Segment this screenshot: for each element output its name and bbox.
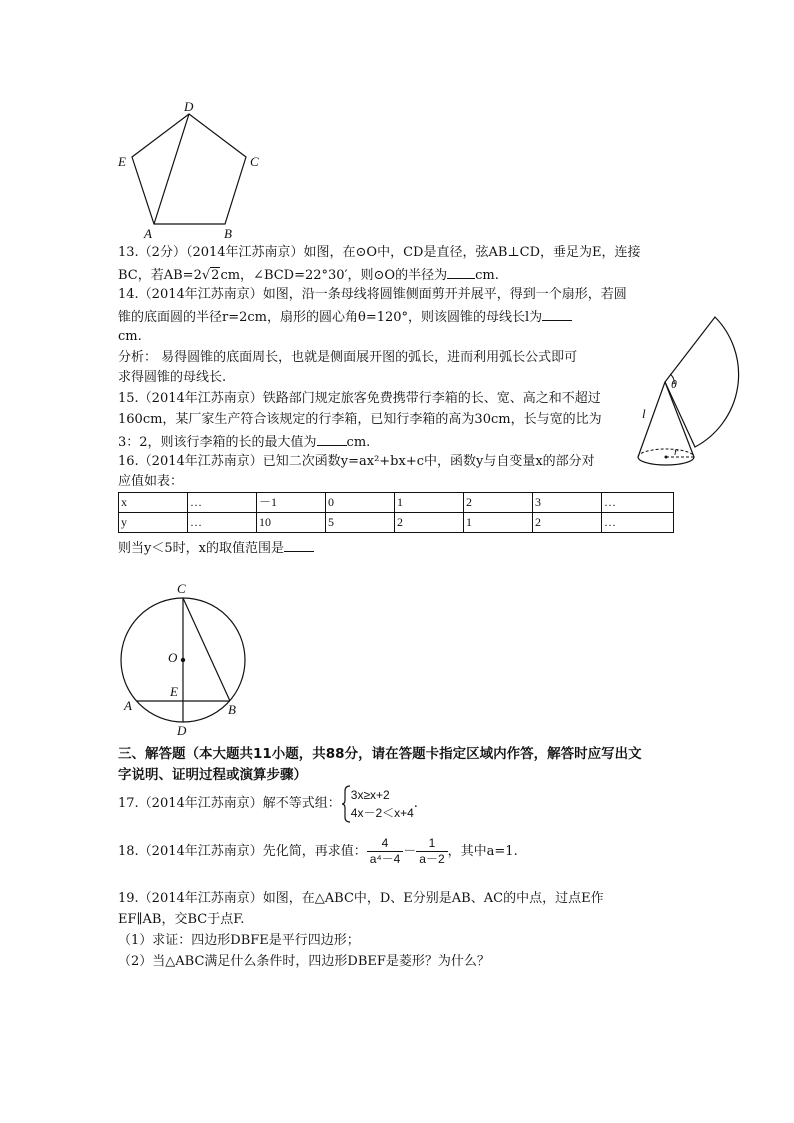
table-cell: … — [188, 493, 257, 513]
q19-line2 — [118, 910, 244, 930]
value-table — [118, 492, 674, 533]
q13-line1 — [118, 243, 640, 263]
q19-text-1: 19.（2014年江苏南京）如图，在△ABC中，D、E分别是AB、AC的中点，过点E作 — [118, 891, 604, 906]
cone-sector-figure — [628, 312, 766, 472]
q15-line3 — [118, 431, 370, 453]
fraction-2-denominator: a－2 — [419, 852, 445, 866]
fraction-2 — [416, 836, 447, 867]
section3-heading-text-2: 字说明、证明过程或演算步骤） — [118, 767, 307, 783]
fraction-1-denominator: a⁴－4 — [369, 852, 401, 866]
q13-text-3: cm，∠BCD=22°30′，则⊙O的半径为 — [220, 268, 448, 283]
q19-item-text-2: （2）当△ABC满足什么条件时，四边形DBEF是菱形？为什么？ — [118, 954, 490, 969]
q14-analysis-text-2: 求得圆锥的母线长. — [118, 370, 227, 385]
q19-text-2: EF∥AB，交BC于点F. — [118, 912, 245, 927]
table-cell: 0 — [326, 493, 395, 513]
q13-text-2: BC，若AB=2 — [118, 268, 202, 283]
table-cell: 2 — [533, 513, 602, 533]
fraction-2-numerator: 1 — [416, 836, 447, 852]
table-row-y — [119, 513, 674, 533]
q14-line2 — [118, 306, 572, 328]
section3-heading-text-1: 三、解答题（本大题共11小题，共88分，请在答题卡指定区域内作答，解答时应写出文 — [118, 746, 642, 762]
table-cell: … — [602, 513, 674, 533]
q19-item1 — [118, 931, 360, 951]
q15-text-2: 160cm，某厂家生产符合该规定的行李箱，已知行李箱的高为30cm，长与宽的比为 — [118, 412, 602, 427]
q13-unit: cm. — [475, 268, 499, 283]
q18-end: ，其中a=1. — [447, 844, 518, 859]
q16-text-1: 16.（2014年江苏南京）已知二次函数y=ax²+bx+c中，函数y与自变量x的部分对 — [118, 454, 595, 469]
q16-line2 — [118, 472, 183, 492]
q13-answer-blank[interactable] — [447, 264, 475, 279]
fraction-1 — [367, 836, 404, 867]
label-E: E — [170, 684, 178, 699]
label-A: A — [144, 226, 152, 240]
section3-heading-1 — [118, 744, 642, 764]
table-cell: 5 — [326, 513, 395, 533]
q15-unit: cm. — [346, 435, 371, 450]
label-O: O — [168, 650, 178, 665]
q19-line1 — [118, 889, 604, 909]
table-cell: 10 — [257, 513, 326, 533]
q14-line3 — [118, 327, 142, 347]
q14-analysis-text-1: 分析： 易得圆锥的底面周长，也就是侧面展开图的弧长，进而利用弧长公式即可 — [118, 350, 578, 365]
table-cell: … — [602, 493, 674, 513]
label-B: B — [224, 226, 232, 240]
table-cell: 1 — [464, 513, 533, 533]
q19-item2 — [118, 952, 490, 972]
q14-analysis-2 — [118, 368, 226, 388]
q18-text: 18.（2014年江苏南京）先化简，再求值： — [118, 844, 367, 859]
q16-line1 — [118, 452, 595, 472]
q17 — [118, 784, 418, 824]
q16-text-3: 则当y＜5时，x的取值范围是 — [118, 541, 284, 556]
circle-figure — [110, 578, 260, 740]
q13-radicand: 2 — [211, 268, 220, 283]
pentagon-figure — [112, 96, 262, 240]
q13-text-1: 13.（2分）（2014年江苏南京）如图，在⊙O中，CD是直径，弦AB⊥CD，垂足为E，连接 — [118, 245, 641, 260]
q15-text-1: 15.（2014年江苏南京）铁路部门规定旅客免费携带行李箱的长、宽、高之和不超过 — [118, 391, 601, 406]
q14-text-2: 锥的底面圆的半径r=2cm，扇形的圆心角θ=120°，则该圆锥的母线长l为 — [118, 310, 543, 325]
inequality-system — [351, 786, 414, 822]
label-C: C — [177, 581, 186, 596]
label-D: D — [184, 99, 194, 114]
q13-line2 — [118, 264, 499, 286]
table-cell: x — [119, 493, 188, 513]
fraction-1-numerator: 4 — [367, 836, 404, 852]
q17-end: . — [413, 796, 418, 811]
table-cell: －1 — [257, 493, 326, 513]
table-cell: … — [188, 513, 257, 533]
table-cell: 3 — [533, 493, 602, 513]
q16-line3 — [118, 537, 314, 559]
label-D: D — [177, 723, 187, 738]
label-A: A — [124, 698, 132, 713]
minus-sign: － — [403, 844, 417, 859]
q15-text-3: 3：2，则该行李箱的长的最大值为 — [118, 435, 317, 450]
q14-answer-blank[interactable] — [542, 306, 572, 321]
q14-text-1: 14.（2014年江苏南京）如图，沿一条母线将圆锥侧面剪开并展平，得到一个扇形，若圆 — [118, 287, 627, 302]
table-cell: 2 — [395, 513, 464, 533]
inequality-2: 4x－2＜x+4 — [350, 805, 414, 820]
q16-text-2: 应值如表： — [118, 474, 184, 489]
q14-analysis-1 — [118, 348, 577, 368]
table-cell: 2 — [464, 493, 533, 513]
label-B: B — [228, 702, 236, 717]
q14-line1 — [118, 285, 627, 305]
table-cell: y — [119, 513, 188, 533]
q14-text-3: cm. — [118, 329, 142, 344]
label-theta: θ — [671, 377, 677, 391]
q17-text: 17.（2014年江苏南京）解不等式组： — [118, 796, 341, 811]
label-E: E — [118, 154, 126, 169]
inequality-1: 3x≥x+2 — [350, 787, 390, 802]
q15-line2 — [118, 410, 602, 430]
table-cell: 1 — [395, 493, 464, 513]
q16-answer-blank[interactable] — [284, 537, 314, 552]
q19-item-text-1: （1）求证：四边形DBFE是平行四边形； — [118, 933, 360, 948]
brace-icon — [341, 785, 351, 823]
sqrt-icon: √ — [201, 268, 211, 283]
table-row-x — [119, 493, 674, 513]
q15-answer-blank[interactable] — [317, 431, 347, 446]
label-C: C — [250, 154, 259, 169]
label-l: l — [642, 406, 646, 421]
section3-heading-2 — [118, 765, 307, 785]
q18 — [118, 833, 518, 871]
label-r: r — [674, 446, 679, 458]
q15-line1 — [118, 389, 601, 409]
